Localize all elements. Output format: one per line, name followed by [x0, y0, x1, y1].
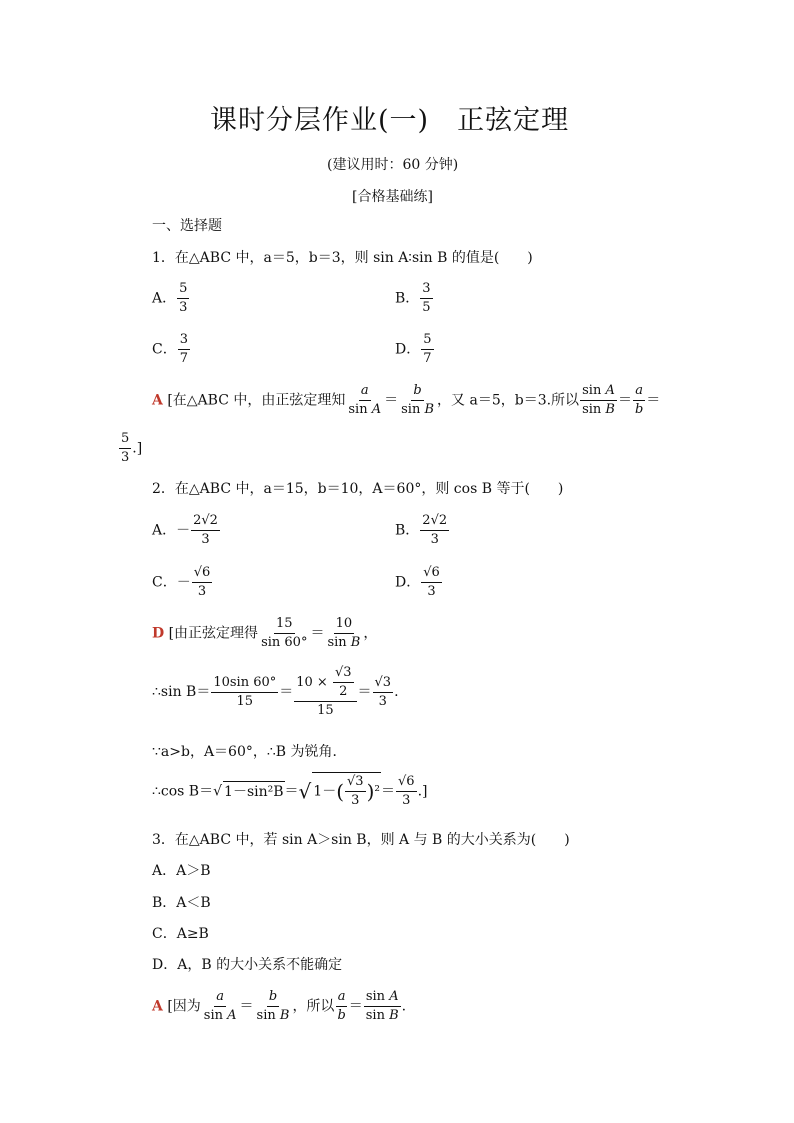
q2-solution-line2: ∴sin B＝ $\frac{10\sin 60^\circ}{15}$ ＝ 10 × $\frac{√3}{2}$ 15 ＝ $\frac{√3}{3}$ . [152, 665, 399, 718]
q3-solution: A [因为 $\frac{a}{\text{sin A}}$ ＝ $\frac{b}{\text{sin B}}$ ，所以 $\frac{a}{b}$ ＝ $\frac{\text{sin A}}{\text{sin B}}$ . [152, 989, 407, 1023]
q2-answer: D [152, 625, 165, 642]
q2-option-b[interactable]: B． $\frac{2√2}{3}$ [395, 513, 448, 547]
q3-option-b[interactable]: B．A＜B [152, 895, 211, 911]
q2-stem: 2．在△ABC 中，a＝15，b＝10，A＝60°，则 cos B 等于( ) [152, 481, 564, 497]
level-label: [合格基础练] [352, 189, 433, 205]
q3-stem: 3．在△ABC 中，若 sin A＞sin B，则 A 与 B 的大小关系为( ) [152, 832, 570, 848]
q1-option-d[interactable]: D． $\frac{5}{7}$ [395, 332, 432, 366]
q1-solution: A [在△ABC 中，由正弦定理知 $\frac{a}{\text{sin A}}$ ＝ $\frac{b}{\text{sin B}}$ ，又 a＝5，b＝3.所以 $\frac{\text{sin A}}{\text{sin B}}$ ＝ $\frac{a}{b}$ ＝ [152, 383, 661, 417]
time-hint: (建议用时：60 分钟) [327, 157, 459, 173]
q3-option-a[interactable]: A．A＞B [152, 863, 211, 879]
q1-stem: 1．在△ABC 中，a＝5，b＝3，则 sin A∶sin B 的值是( ) [152, 250, 533, 266]
q2-option-a[interactable]: A．－ $\frac{2√2}{3}$ [152, 513, 218, 547]
q1-answer: A [152, 392, 163, 409]
q1-solution-end: $\frac{5}{3}$ .] [121, 431, 143, 465]
q2-solution-line3: ∵a>b，A＝60°，∴B 为锐角． [152, 744, 347, 760]
q2-solution-line4: ∴cos B＝√ 1－sin²B＝√ 1－( $\frac{√3}{3}$ )²＝ $\frac{√6}{3}$ .] [152, 774, 428, 808]
q3-option-d[interactable]: D．A，B 的大小关系不能确定 [152, 957, 343, 973]
section-heading: 一、选择题 [152, 218, 222, 234]
q1-option-a[interactable]: A． $\frac{5}{3}$ [152, 281, 188, 315]
q2-option-c[interactable]: C．－ $\frac{√6}{3}$ [152, 565, 211, 599]
q2-solution-line1: D [由正弦定理得 $\frac{15}{\sin 60^\circ}$ ＝ $\frac{10}{\text{sin B}}$ ， [152, 616, 378, 650]
q1-option-b[interactable]: B． $\frac{3}{5}$ [395, 281, 431, 315]
q3-answer: A [152, 998, 163, 1015]
q3-option-c[interactable]: C．A≥B [152, 926, 209, 942]
q2-option-d[interactable]: D． $\frac{√6}{3}$ [395, 565, 440, 599]
q1-option-c[interactable]: C． $\frac{3}{7}$ [152, 332, 188, 366]
page-title: 课时分层作业(一) 正弦定理 [210, 105, 570, 136]
